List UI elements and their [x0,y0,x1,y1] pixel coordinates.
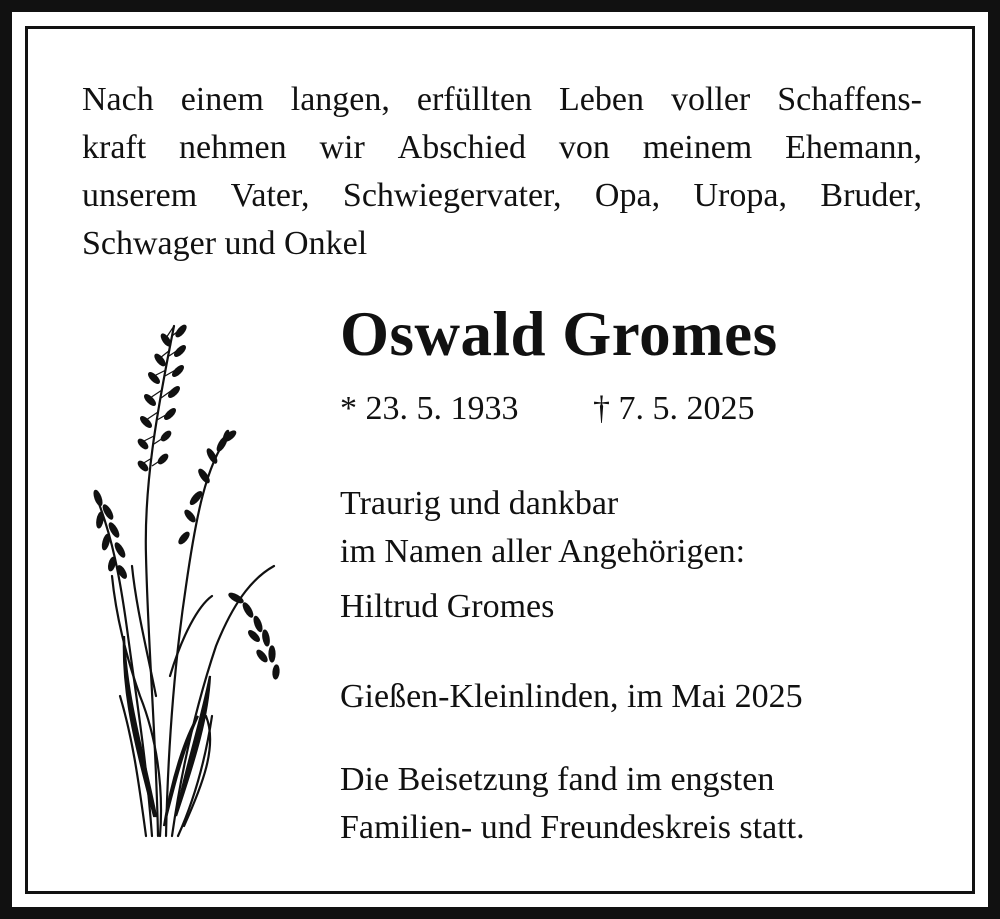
place-date: Gießen-Kleinlinden, im Mai 2025 [340,678,803,715]
funeral-note [340,756,805,852]
mourners-line-2: im Namen aller Angehörigen: [340,533,746,570]
grass-sprig-icon [86,316,296,846]
mourners-text [340,480,745,576]
intro-line-3: unserem Vater, Schwiegervater, Opa, Uropa, Bruder, [82,177,922,214]
mourners-line-1: Traurig und dankbar [340,485,619,522]
intro-line-1: Nach einem langen, erfüllten Leben voller Schaffens- [82,81,922,118]
life-dates [340,390,755,428]
intro-line-2: kraft nehmen wir Abschied von meinem Ehemann, [82,129,922,166]
mourner-name: Hiltrud Gromes [340,588,555,625]
deceased-name: Oswald Gromes [340,299,778,369]
birth-date: * 23. 5. 1933 [340,390,519,427]
intro-line-4: Schwager und Onkel [82,225,368,262]
intro-text [82,76,922,268]
death-date: † 7. 5. 2025 [593,390,755,427]
funeral-note-line-1: Die Beisetzung fand im engsten [340,761,775,798]
funeral-note-line-2: Familien- und Freundeskreis statt. [340,809,805,846]
